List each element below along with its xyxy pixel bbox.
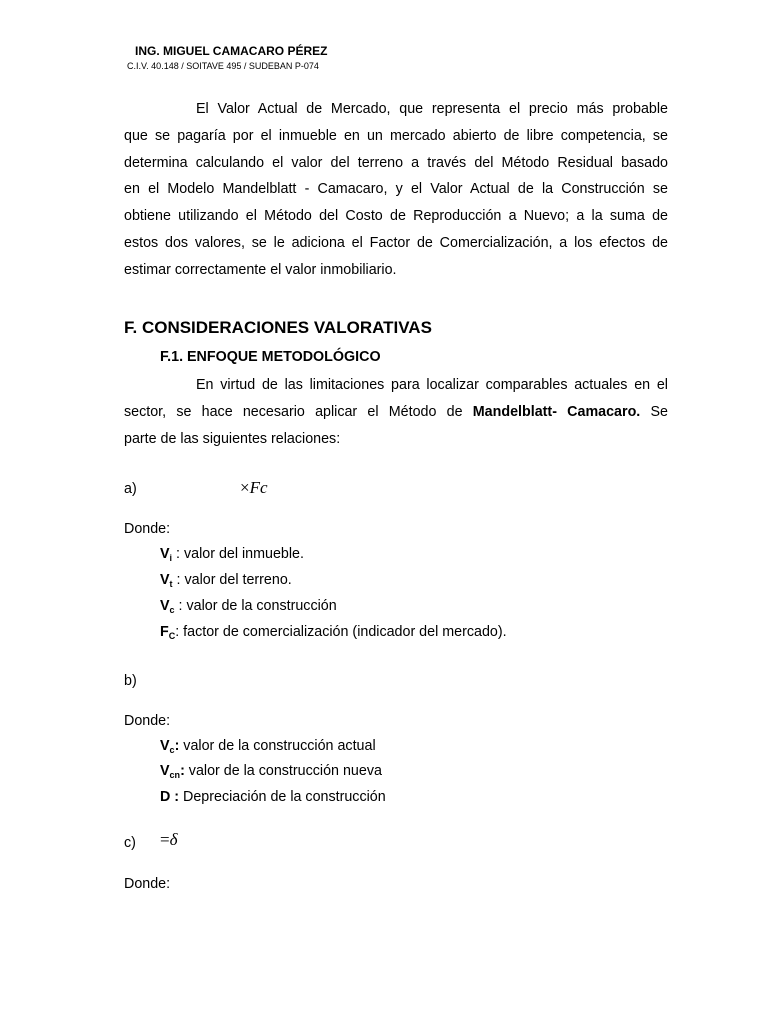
- equals-operator: =: [160, 830, 170, 849]
- author-name: ING. MIGUEL CAMACARO PÉREZ: [135, 44, 328, 58]
- definition-item: [160, 763, 382, 780]
- definition-item: [160, 546, 304, 563]
- paragraph-line: [124, 399, 668, 426]
- method-name: Mandelblatt- Camacaro.: [472, 403, 641, 420]
- definition-subscript: cn: [169, 770, 181, 780]
- paragraph-line: parte de las siguientes relaciones:: [124, 430, 341, 447]
- definition-text: : factor de comercialización (indicador del mercado).: [175, 624, 507, 640]
- definition-symbol: V: [160, 598, 170, 614]
- definition-item: [160, 789, 386, 805]
- formula-b-label: b): [124, 673, 137, 689]
- paragraph-line: estimar correctamente el valor inmobiliario.: [124, 261, 397, 278]
- paragraph-line: en el Modelo Mandelblatt - Camacaro, y el Valor Actual de la Construcción se: [124, 181, 668, 198]
- definition-symbol: F: [160, 624, 169, 640]
- text-run: sector, se hace necesario aplicar el Método de: [124, 403, 473, 420]
- paragraph-line: que se pagaría por el inmueble en un mercado abierto de libre competencia, se: [124, 127, 668, 144]
- definition-subscript: C: [168, 631, 176, 641]
- donde-label: Donde:: [124, 521, 171, 537]
- paragraph-line: determina calculando el valor del terreno a través del Método Residual basado: [124, 154, 668, 171]
- donde-label: Donde:: [124, 713, 171, 729]
- formula-c: [160, 830, 178, 850]
- text-run: Se: [640, 403, 668, 420]
- paragraph-line: El Valor Actual de Mercado, que representa el precio más probable: [196, 101, 668, 117]
- formula-variable: Fc: [249, 478, 268, 497]
- definition-symbol: V: [160, 546, 170, 562]
- formula-a-label: a): [124, 481, 137, 497]
- definition-subscript: i: [169, 553, 173, 563]
- definition-text: : valor de la construcción: [174, 598, 337, 614]
- definition-symbol: D: [160, 789, 171, 805]
- definition-text: Depreciación de la construcción: [179, 789, 386, 805]
- formula-variable: δ: [169, 830, 178, 849]
- definition-symbol: V: [160, 763, 170, 779]
- definition-text: : valor del terreno.: [172, 572, 292, 588]
- paragraph-line: estos dos valores, se le adiciona el Factor de Comercialización, a los efectos de: [124, 234, 668, 251]
- definition-text: valor de la construcción nueva: [184, 763, 382, 779]
- author-credentials: C.I.V. 40.148 / SOITAVE 495 / SUDEBAN P-074: [127, 61, 319, 71]
- definition-text: : valor del inmueble.: [172, 546, 304, 562]
- definition-item: [160, 738, 376, 755]
- definition-colon: :: [174, 738, 180, 754]
- definition-symbol: V: [160, 738, 170, 754]
- method-paragraph: [124, 372, 668, 452]
- donde-label: Donde:: [124, 876, 171, 892]
- formula-c-label: c): [124, 835, 136, 851]
- paragraph-line: obtiene utilizando el Método del Costo de Reproducción a Nuevo; a la suma de: [124, 208, 668, 225]
- definition-subscript: t: [169, 579, 173, 589]
- definition-text: valor de la construcción actual: [179, 738, 376, 754]
- definition-subscript: c: [169, 745, 175, 755]
- paragraph-line: En virtud de las limitaciones para localizar comparables actuales en el: [196, 377, 668, 393]
- intro-paragraph: [124, 96, 668, 284]
- definition-subscript: c: [169, 605, 175, 615]
- multiply-operator: ×: [240, 478, 250, 497]
- definition-item: [160, 598, 337, 615]
- definition-colon: :: [170, 789, 180, 805]
- definition-item: [160, 572, 292, 589]
- formula-a: [240, 478, 268, 498]
- section-title: F. CONSIDERACIONES VALORATIVAS: [124, 318, 432, 337]
- subsection-title: F.1. ENFOQUE METODOLÓGICO: [160, 349, 381, 365]
- definition-item: [160, 624, 507, 641]
- definition-symbol: V: [160, 572, 170, 588]
- definition-colon: :: [180, 763, 185, 779]
